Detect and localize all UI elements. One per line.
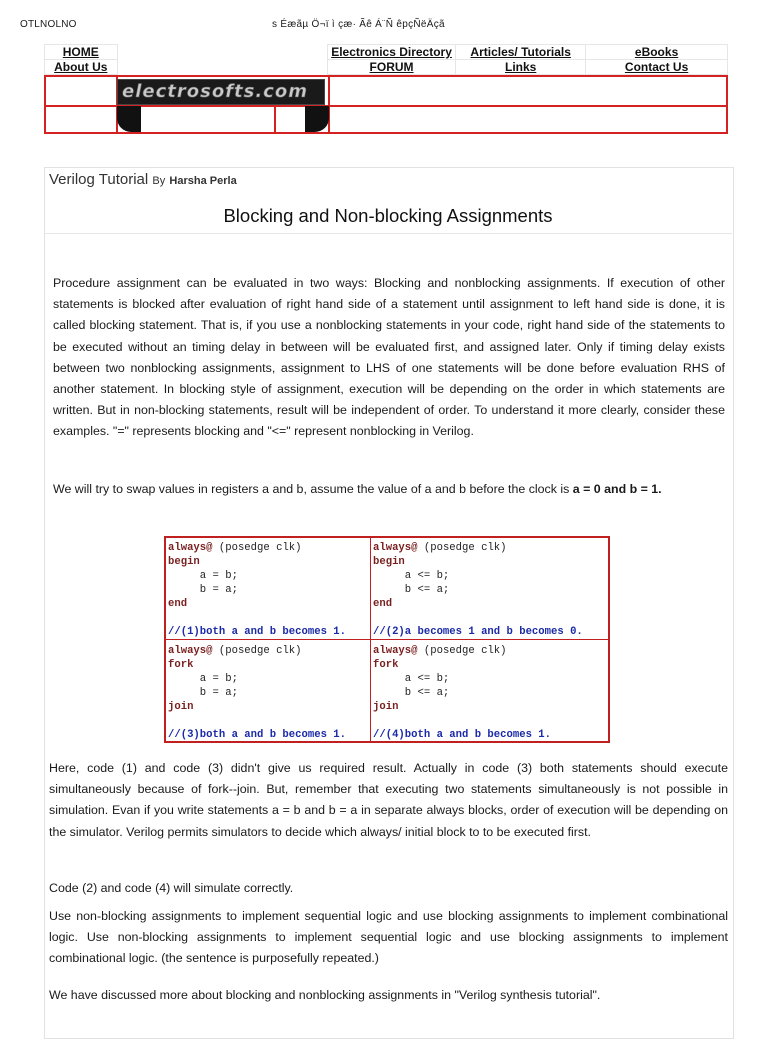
code-sensitivity: (posedge clk) [417, 542, 507, 554]
code-block-1 [168, 541, 346, 639]
top-navigation [44, 44, 728, 75]
code-keyword: end [168, 598, 188, 610]
code-block-3 [168, 644, 346, 742]
code-line: b = a; [168, 584, 238, 596]
code-line: a = b; [168, 673, 238, 685]
banner-cell [328, 105, 728, 134]
code-keyword: fork [168, 659, 194, 671]
code-keyword: join [168, 701, 194, 713]
code-line: a <= b; [373, 570, 450, 582]
crumb-author: Harsha Perla [169, 175, 237, 187]
paragraph-swap [53, 479, 725, 500]
code-keyword: always@ [373, 645, 418, 657]
paragraph-correct: Code (2) and code (4) will simulate correctly. [49, 881, 294, 895]
code-block-2 [373, 541, 583, 639]
nav-articles-tutorials-link[interactable]: Articles/ Tutorials [470, 45, 571, 59]
paragraph-swap-values: a = 0 and b = 1. [572, 482, 662, 496]
banner-cell [328, 75, 728, 107]
code-keyword: fork [373, 659, 399, 671]
header-center-text: s Éæãµ Ö¬ï ì çæ· Ãê Á¨Ñ êpçÑëÄçã [272, 19, 445, 30]
header-left-text: OTLNOLNO [20, 19, 77, 30]
code-keyword: end [373, 598, 393, 610]
nav-home-link[interactable]: HOME [62, 45, 99, 59]
paragraph-explanation: Here, code (1) and code (3) didn't give us required result. Actually in code (3) both statements should execute simultaneously because of fork--join. But, remember that executing two statements simultaneously is not possible in simulation. Evan if you write statements a = b and b = a in separate always blocks, order of execution will be depending on the simulator. Verilog permits simulators to decide which always/ initial block to to be executed first. [49, 761, 728, 839]
site-logo[interactable] [117, 79, 325, 105]
paragraph-guideline: Use non-blocking assignments to implement sequential logic and use blocking assignments to implement combinational logic. Use non-blocking assignments to implement sequential logic and use blocking assignments to implement combinational logic. (the sentence is purposefully repeated.) [49, 909, 728, 966]
code-comment-2: //(2)a becomes 1 and b becomes 0. [373, 626, 583, 638]
nav-about-link[interactable]: About Us [54, 60, 108, 74]
code-line: b <= a; [373, 687, 450, 699]
paragraph-intro: Procedure assignment can be evaluated in two ways: Blocking and nonblocking assignments. If execution of other statements is blocked after evaluation of right hand side of a statement until assignment to left hand side is done, it is called blocking statement. That is, if you use a nonblocking statements in your code, right hand side of the statements to be executed without an timing delay in between will be evaluated first, and assigned later. Only if timing delay exists between two nonblocking assignments, assignment to LHS of one statements will be done before evaluation RHS of another statement. In blocking style of assignment, execution will be depending on the order in which statements are written. But in non-blocking statements, result will be independent of order. To understand it more clearly, consider these examples. "=" represents blocking and "<=" represent nonblocking in Verilog. [53, 276, 725, 439]
code-keyword: join [373, 701, 399, 713]
code-comment-1: //(1)both a and b becomes 1. [168, 626, 347, 638]
code-line: b = a; [168, 687, 238, 699]
nav-contact-link[interactable]: Contact Us [624, 60, 689, 74]
logo-text: electrosofts.com [122, 81, 308, 102]
crumb-section: Verilog Tutorial [49, 171, 149, 188]
nav-ebooks-link[interactable]: eBooks [634, 45, 679, 59]
nav-forum-link[interactable]: FORUM [369, 60, 414, 74]
code-block-4 [373, 644, 551, 742]
code-keyword: begin [373, 556, 405, 568]
code-line: a = b; [168, 570, 238, 582]
code-sensitivity: (posedge clk) [212, 542, 302, 554]
code-comment-3: //(3)both a and b becomes 1. [168, 729, 347, 741]
banner-cell [44, 105, 118, 134]
nav-links-link[interactable]: Links [504, 60, 537, 74]
banner-cell [44, 75, 118, 107]
breadcrumb [49, 171, 237, 188]
code-examples-table [164, 536, 610, 743]
code-line: b <= a; [373, 584, 450, 596]
paragraph-reference: We have discussed more about blocking and nonblocking assignments in "Verilog synthesis tutorial". [49, 988, 601, 1002]
code-sensitivity: (posedge clk) [417, 645, 507, 657]
code-sensitivity: (posedge clk) [212, 645, 302, 657]
code-keyword: always@ [373, 542, 418, 554]
code-line: a <= b; [373, 673, 450, 685]
code-comment-4: //(4)both a and b becomes 1. [373, 729, 552, 741]
nav-electronics-directory-link[interactable]: Electronics Directory [331, 45, 452, 59]
paragraph-swap-text: We will try to swap values in registers a and b, assume the value of a and b before the clock is [53, 482, 570, 496]
crumb-by: By [152, 175, 166, 187]
code-keyword: begin [168, 556, 200, 568]
page-title: Blocking and Non-blocking Assignments [223, 205, 553, 226]
code-keyword: always@ [168, 542, 213, 554]
banner-corner-left [117, 106, 141, 132]
title-divider [44, 233, 732, 234]
code-keyword: always@ [168, 645, 213, 657]
